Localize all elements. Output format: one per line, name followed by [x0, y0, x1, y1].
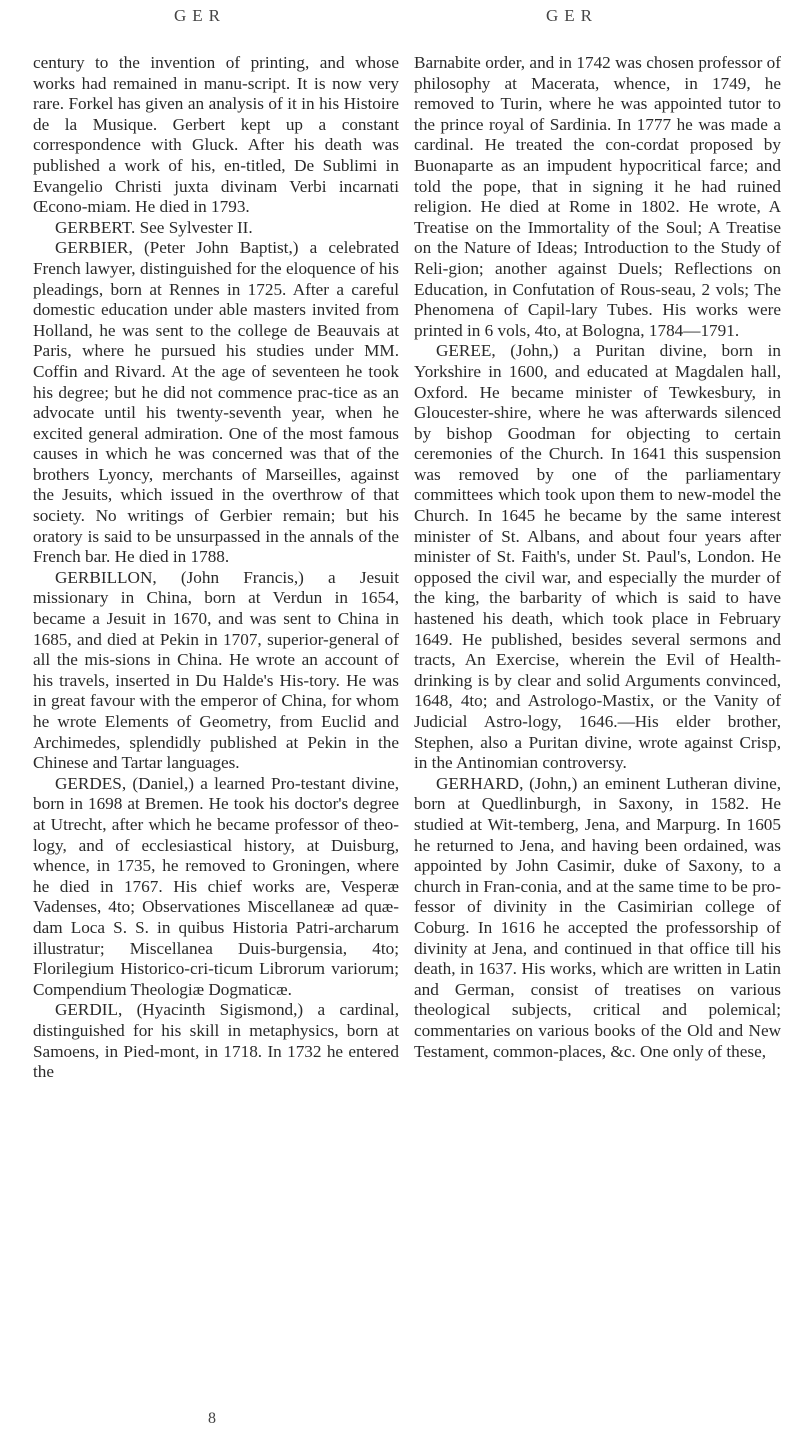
left-column [33, 53, 399, 1083]
entry-gerdil: GERDIL, (Hyacinth Sigismond,) a cardinal, distinguished for his skill in metaphysics, born at Samoens, in Pied-mont, in 1718. In 1732 he entered the [33, 1000, 399, 1082]
running-header-left: GER [174, 6, 226, 25]
entry-gerbert: GERBERT. See Sylvester II. [55, 217, 253, 237]
right-column [414, 53, 781, 1062]
entry-gerbier: GERBIER, (Peter John Baptist,) a celebrated French lawyer, distinguished for the eloquence of his pleadings, born at Rennes in 1725. After a careful domestic education under able masters invited from Holland, he was sent to the college de Beauvais at Paris, where he pursued his studies under MM. Coffin and Rivard. At the age of seventeen he took his degree; but he did not commence prac-tice as an advocate until his twenty-seventh year, when he excited general admiration. One of the most famous causes in which he was concerned was that of the brothers Lyoncy, merchants of Marseilles, against the Jesuits, which issued in the overthrow of that society. No writings of Gerbier remain; but his oratory is said to be unsurpassed in the annals of the French bar. He died in 1788. [33, 238, 399, 567]
running-header-right: GER [546, 6, 598, 25]
entry-gerhard: GERHARD, (John,) an eminent Lutheran divine, born at Quedlinburgh, in Saxony, in 1582. He studied at Wit-temberg, Jena, and Marpurg. In 1605 he returned to Jena, and having been ordained, was appointed by John Casimir, duke of Saxony, to a church in Fran-conia, and at the same time to be pro-fessor of divinity in the Casimirian college of Coburg. In 1616 he accepted the professorship of divinity at Jena, and continued in that office till his death, in 1637. His works, which are written in Latin and German, consist of treatises on various theological subjects, critical and polemical; commentaries on various books of the Old and New Testament, common-places, &c. One only of these, [414, 773, 781, 1061]
entry-geree: GEREE, (John,) a Puritan divine, born in Yorkshire in 1600, and educated at Magdalen hall, Oxford. He became minister of Tewkesbury, in Gloucester-shire, where he was afterwards silenced by bishop Goodman for objecting to certain ceremonies of the Church. In 1641 this suspension was removed by one of the parliamentary committees which took upon them to new-model the Church. In 1645 he became by the same interest minister of St. Albans, and about four years after minister of St. Faith's, under St. Paul's, London. He opposed the civil war, and especially the murder of the king, the barbarity of which is said to have hastened his death, which took place in February 1649. He published, besides several sermons and tracts, An Exercise, wherein the Evil of Health-drinking is by clear and solid Arguments convinced, 1648, 4to; and Astrologo-Mastix, or the Vanity of Judicial Astro-logy, 1646.—His elder brother, Stephen, also a Puritan divine, wrote against Crisp, in the Antinomian controversy. [414, 341, 781, 773]
entry-gerdes: GERDES, (Daniel,) a learned Pro-testant divine, born in 1698 at Bremen. He took his doctor's degree at Utrecht, after which he became professor of theo-logy, and of ecclesiastical history, at Duisburg, whence, in 1735, he removed to Groningen, where he died in 1767. His chief works are, Vesperæ Vadenses, 4to; Observationes Miscellaneæ ad quæ-dam Loca S. S. in quibus Historia Patri-archarum illustratur; Miscellanea Duis-burgensia, 4to; Florilegium Historico-cri-ticum Librorum variorum; Compendium Theologiæ Dogmaticæ. [33, 773, 399, 999]
entry-gerdil-continued: Barnabite order, and in 1742 was chosen professor of philosophy at Macerata, whence, in 1749, he removed to Turin, where he was appointed tutor to the prince royal of Sardinia. In 1777 he was made a cardinal. He treated the con-cordat proposed by Buonaparte as an impudent hypocritical farce; and told the pope, that in signing it he had ruined religion. He died at Rome in 1802. He wrote, A Treatise on the Immortality of the Soul; A Treatise on the Nature of Ideas; Introduction to the Study of Reli-gion; another against Duels; Reflections on Education, in Confutation of Rous-seau, 2 vols; The Phenomena of Capil-lary Tubes. His works were printed in 6 vols, 4to, at Bologna, 1784—1791. [414, 53, 781, 340]
entry-gerbillon: GERBILLON, (John Francis,) a Jesuit missionary in China, born at Verdun in 1654, became a Jesuit in 1670, and was sent to China in 1685, and died at Pekin in 1707, superior-general of all the mis-sions in China. He wrote an account of his travels, inserted in Du Halde's His-tory. He was in great favour with the emperor of China, for whom he wrote Elements of Geometry, from Euclid and Archimedes, splendidly published at Pekin in the Chinese and Tartar languages. [33, 567, 399, 773]
signature-mark: 8 [208, 1410, 216, 1427]
entry-continuation: century to the invention of printing, and whose works had remained in manu-script. It is now very rare. Forkel has given an analysis of it in his Histoire de la Musique. Gerbert kept up a constant correspondence with Gluck. After his death was published a work of his, en-titled, De Sublimi in Evangelio Christi juxta divinam Verbi incarnati Œcono-miam. He died in 1793. [33, 53, 399, 217]
